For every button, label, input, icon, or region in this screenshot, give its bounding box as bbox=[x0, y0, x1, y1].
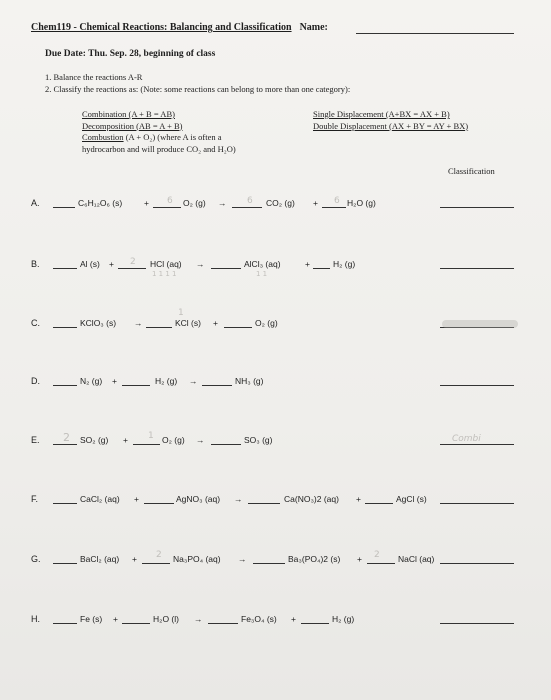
plus-sign: + bbox=[305, 259, 310, 269]
coefficient-blank[interactable] bbox=[248, 503, 280, 504]
reaction-letter: E. bbox=[31, 435, 40, 445]
species: SO₂ (g) bbox=[80, 435, 109, 445]
worksheet-title: Chem119 - Chemical Reactions: Balancing and Classification bbox=[31, 22, 292, 33]
plus-sign: + bbox=[134, 494, 139, 504]
arrow: → bbox=[196, 435, 205, 445]
species: CO₂ (g) bbox=[266, 198, 295, 208]
handwritten-coefficient: 6 bbox=[247, 196, 253, 206]
arrow: → bbox=[196, 259, 205, 269]
species: C₆H₁₂O₆ (s) bbox=[78, 198, 123, 208]
reaction-letter: B. bbox=[31, 259, 40, 269]
species: CaCl₂ (aq) bbox=[80, 494, 120, 504]
plus-sign: + bbox=[132, 554, 137, 564]
species: H₂ (g) bbox=[332, 614, 355, 624]
species: AgCl (s) bbox=[396, 494, 427, 504]
plus-sign: + bbox=[356, 494, 361, 504]
classification-blank[interactable] bbox=[440, 563, 514, 564]
def-single-displacement: Single Displacement (A+BX = AX + B) bbox=[313, 109, 450, 119]
species: Ba₃(PO₄)2 (s) bbox=[288, 554, 341, 564]
plus-sign: + bbox=[144, 198, 149, 208]
species: Ca(NO₃)2 (aq) bbox=[284, 494, 339, 504]
coefficient-blank[interactable] bbox=[122, 623, 150, 624]
reaction-row-h bbox=[0, 614, 551, 634]
species: H₂ (g) bbox=[155, 376, 178, 386]
species: O₂ (g) bbox=[255, 318, 278, 328]
reaction-row-a bbox=[0, 198, 551, 218]
coefficient-blank[interactable] bbox=[133, 444, 160, 445]
species: Fe (s) bbox=[80, 614, 103, 624]
species: AlCl₃ (aq) bbox=[244, 259, 281, 269]
coefficient-blank[interactable] bbox=[211, 444, 241, 445]
coefficient-blank[interactable] bbox=[146, 327, 172, 328]
plus-sign: + bbox=[123, 435, 128, 445]
arrow: → bbox=[194, 614, 203, 624]
classification-blank[interactable] bbox=[440, 385, 514, 386]
def-combustion-cont: hydrocarbon and will produce CO₂ and H₂O) bbox=[82, 143, 236, 154]
reaction-letter: C. bbox=[31, 318, 40, 328]
species: KCl (s) bbox=[175, 318, 201, 328]
species: NaCl (aq) bbox=[398, 554, 435, 564]
handwritten-coefficient: 1 bbox=[148, 431, 154, 441]
species: H₂ (g) bbox=[333, 259, 356, 269]
worksheet-header bbox=[31, 22, 328, 33]
coefficient-blank[interactable] bbox=[367, 563, 395, 564]
plus-sign: + bbox=[213, 318, 218, 328]
arrow: → bbox=[218, 198, 227, 208]
instruction-1: 1. Balance the reactions A-R bbox=[45, 72, 143, 82]
species: N₂ (g) bbox=[80, 376, 103, 386]
species: NH₃ (g) bbox=[235, 376, 264, 386]
handwritten-coefficient: 6 bbox=[334, 196, 340, 206]
coefficient-blank[interactable] bbox=[53, 327, 77, 328]
handwritten-coefficient: 1 bbox=[178, 308, 184, 318]
species: SO₃ (g) bbox=[244, 435, 273, 445]
coefficient-blank[interactable] bbox=[53, 623, 77, 624]
def-combustion-term: Combustion bbox=[82, 132, 124, 142]
def-double-displacement: Double Displacement (AX + BY = AY + BX) bbox=[313, 120, 469, 131]
species: KClO₃ (s) bbox=[80, 318, 117, 328]
species: AgNO₃ (aq) bbox=[176, 494, 221, 504]
coefficient-blank[interactable] bbox=[53, 385, 77, 386]
plus-sign: + bbox=[291, 614, 296, 624]
handwritten-classification: Combi bbox=[452, 434, 481, 444]
coefficient-blank[interactable] bbox=[144, 503, 174, 504]
def-combustion bbox=[82, 132, 236, 144]
def-combustion-rest: (A + O₂) (where A is often a bbox=[125, 132, 222, 142]
coefficient-blank[interactable] bbox=[53, 268, 77, 269]
plus-sign: + bbox=[109, 259, 114, 269]
reaction-row-e bbox=[0, 431, 551, 455]
species: H₂O (l) bbox=[153, 614, 179, 624]
coefficient-blank[interactable] bbox=[232, 207, 262, 208]
coefficient-blank[interactable] bbox=[118, 268, 146, 269]
arrow: → bbox=[189, 376, 198, 386]
reaction-letter: G. bbox=[31, 554, 41, 564]
reaction-row-f bbox=[0, 494, 551, 514]
handwritten-coefficient: 2 bbox=[130, 257, 136, 267]
species: Fe₃O₄ (s) bbox=[241, 614, 277, 624]
handwritten-coefficient: 2 bbox=[374, 550, 380, 560]
coefficient-blank[interactable] bbox=[224, 327, 252, 328]
reaction-letter: A. bbox=[31, 198, 40, 208]
coefficient-blank[interactable] bbox=[53, 563, 77, 564]
species: BaCl₂ (aq) bbox=[80, 554, 120, 564]
name-label: Name: bbox=[299, 22, 328, 33]
coefficient-blank[interactable] bbox=[153, 207, 181, 208]
arrow: → bbox=[234, 494, 243, 504]
classification-blank[interactable] bbox=[440, 623, 514, 624]
erased-writing bbox=[442, 320, 518, 328]
classification-header: Classification bbox=[448, 166, 495, 176]
classification-blank[interactable] bbox=[440, 503, 514, 504]
coefficient-blank[interactable] bbox=[202, 385, 232, 386]
coefficient-blank[interactable] bbox=[53, 503, 77, 504]
instruction-2: 2. Classify the reactions as: (Note: some reactions can belong to more than one category): bbox=[45, 84, 351, 94]
handwritten-coefficient: 2 bbox=[156, 550, 162, 560]
arrow: → bbox=[134, 318, 143, 328]
definitions-left bbox=[82, 109, 236, 155]
plus-sign: + bbox=[357, 554, 362, 564]
coefficient-blank[interactable] bbox=[53, 444, 77, 445]
reaction-row-d bbox=[0, 376, 551, 396]
due-date: Due Date: Thu. Sep. 28, beginning of class bbox=[45, 49, 216, 59]
definitions-right bbox=[313, 109, 468, 132]
reaction-letter: D. bbox=[31, 376, 40, 386]
def-combination: Combination (A + B = AB) bbox=[82, 109, 175, 119]
coefficient-blank[interactable] bbox=[53, 207, 75, 208]
coefficient-blank[interactable] bbox=[211, 268, 241, 269]
coefficient-blank[interactable] bbox=[122, 385, 150, 386]
reaction-letter: F. bbox=[31, 494, 39, 504]
name-blank[interactable] bbox=[356, 33, 514, 34]
arrow: → bbox=[238, 554, 247, 564]
species: HCl (aq) bbox=[150, 259, 182, 269]
species: O₂ (g) bbox=[183, 198, 206, 208]
def-decomposition: Decomposition (AB = A + B) bbox=[82, 120, 183, 131]
coefficient-blank[interactable] bbox=[142, 563, 170, 564]
plus-sign: + bbox=[313, 198, 318, 208]
handwritten-coefficient: 2 bbox=[63, 431, 70, 444]
coefficient-blank[interactable] bbox=[253, 563, 285, 564]
handwritten-marks: 1 1 1 1 bbox=[152, 270, 177, 278]
reaction-letter: H. bbox=[31, 614, 40, 624]
species: Na₃PO₄ (aq) bbox=[173, 554, 221, 564]
reaction-row-g bbox=[0, 550, 551, 574]
species: H₂O (g) bbox=[347, 198, 376, 208]
species: Al (s) bbox=[80, 259, 100, 269]
coefficient-blank[interactable] bbox=[322, 207, 346, 208]
handwritten-marks: 1 1 bbox=[256, 270, 268, 278]
reaction-row-c bbox=[0, 308, 551, 338]
classification-blank[interactable] bbox=[440, 268, 514, 269]
coefficient-blank[interactable] bbox=[208, 623, 238, 624]
coefficient-blank[interactable] bbox=[365, 503, 393, 504]
classification-blank[interactable] bbox=[440, 444, 514, 445]
plus-sign: + bbox=[112, 376, 117, 386]
classification-blank[interactable] bbox=[440, 207, 514, 208]
reaction-row-b bbox=[0, 259, 551, 279]
coefficient-blank[interactable] bbox=[301, 623, 329, 624]
species: O₂ (g) bbox=[162, 435, 185, 445]
plus-sign: + bbox=[113, 614, 118, 624]
coefficient-blank[interactable] bbox=[313, 268, 330, 269]
handwritten-coefficient: 6 bbox=[167, 196, 173, 206]
